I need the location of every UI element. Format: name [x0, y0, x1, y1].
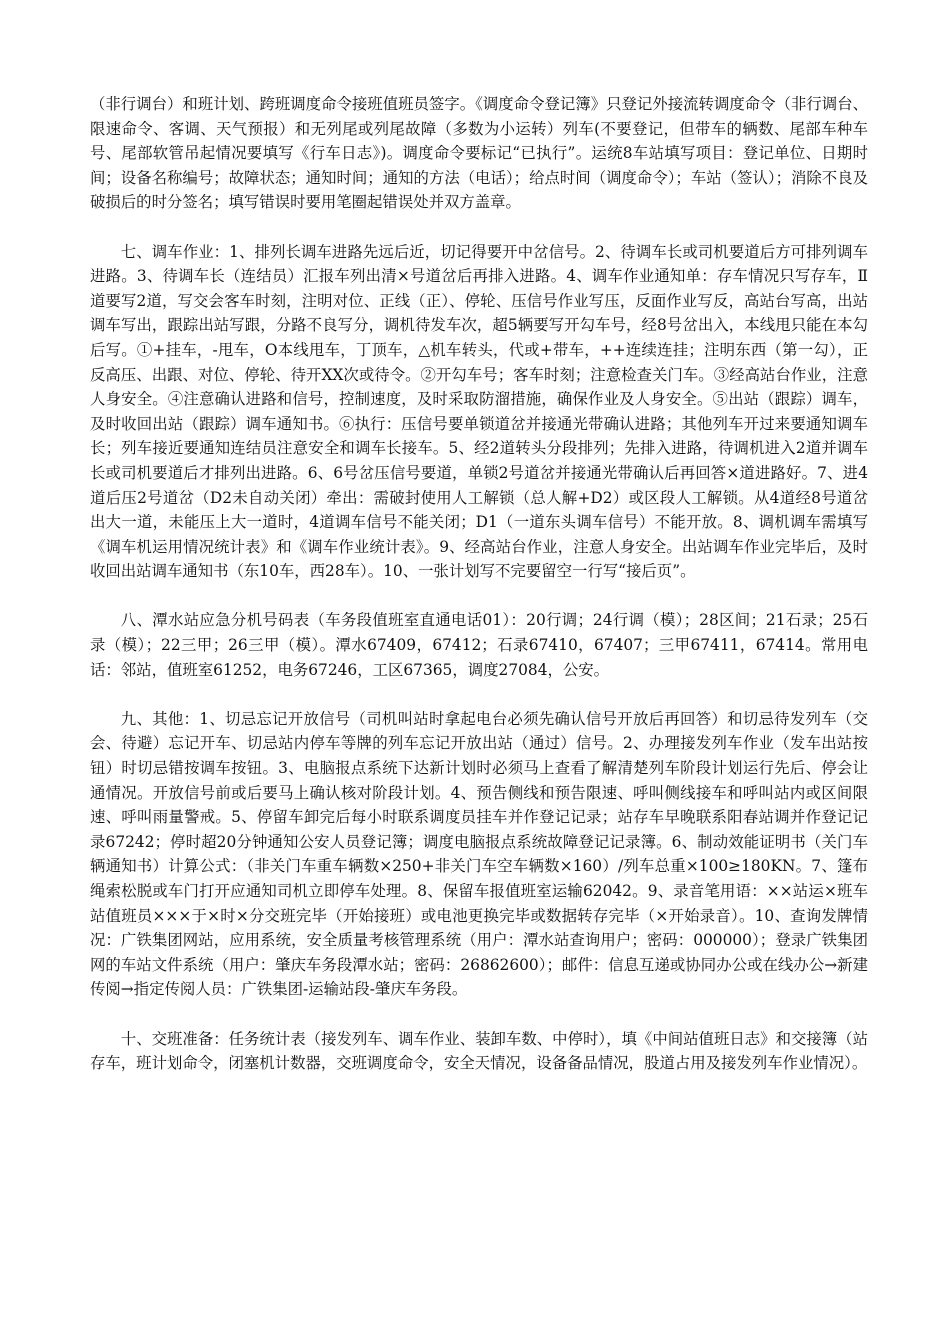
- paragraph-emergency-phone-numbers: 八、潭水站应急分机号码表（车务段值班室直通电话01）：20行调；24行调（模）；28区间；21石录；25石录（模）；22三甲；26三甲（模）。潭水67409，67412；石录67410，67407；三甲67411，67414。常用电话：邻站，值班室61252，电务67246，工区67365，调度27084，公安。: [90, 611, 868, 679]
- paragraph-handover-preparation: 十、交班准备：任务统计表（接发列车、调车作业、装卸车数、中停时），填《中间站值班日志》和交接簿（站存车，班计划命令，闭塞机计数器，交班调度命令，安全天情况，设备备品情况，股道占用及接发列车作业情况）。: [90, 1029, 868, 1073]
- paragraph-shunting-operations: 七、调车作业：1、排列长调车进路先远后近，切记得要开中岔信号。2、待调车长或司机要道后方可排列调车进路。3、待调车长（连结员）汇报车列出清×号道岔后再排入进路。4、调车作业通知单：存车情况只写存车，Ⅱ道要写2道，写交会客车时刻，注明对位、正线（正）、停轮、压信号作业写压，反面作业写反，高站台写高，出站调车写出，跟踪出站写跟，分路不良写分，调机待发车次，超5辆要写开勾车号，经8号岔出入，本线甩只能在本勾后写。①+挂车，-甩车，O本线甩车，丁顶车，△机车转头，代或+带车，++连续连挂；注明东西（第一勾），正反高压、出跟、对位、停轮、待开XX次或待令。②开勾车号；客车时刻；注意检查关门车。③经高站台作业，注意人身安全。④注意确认进路和信号，控制速度，及时采取防溜措施，确保作业及人身安全。⑤出站（跟踪）调车，及时收回出站（跟踪）调车通知书。⑥执行：压信号要单锁道岔并接通光带确认进路；其他列车开过来要通知调车长；列车接近要通知连结员注意安全和调车长接车。5、经2道转头分段排列；先排入进路，待调机进入2道并调车长或司机要道后才排列出进路。6、6号岔压信号要道，单锁2号道岔并接通光带确认后再回答×道进路好。7、进4道后压2号道岔（D2未自动关闭）牵出：需破封使用人工解锁（总人解+D2）或区段人工解锁。从4道经8号道岔出大一道，未能压上大一道时，4道调车信号不能关闭；D1（一道东头调车信号）不能开放。8、调机调车需填写《调车机运用情况统计表》和《调车作业统计表》。9、经高站台作业，注意人身安全。出站调车作业完毕后，及时收回出站调车通知书（东10车，西28车）。10、一张计划写不完要留空一行写“接后页”。: [90, 242, 868, 581]
- paragraph-other-notes: 九、其他：1、切忌忘记开放信号（司机叫站时拿起电台必须先确认信号开放后再回答）和切忌待发列车（交会、待避）忘记开车、切忌站内停车等牌的列车忘记开放出站（通过）信号。2、办理接发列车作业（发车出站按钮）时切忌错按调车按钮。3、电脑报点系统下达新计划时必须马上查看了解清楚列车阶段计划运行先后、停会让通情况。开放信号前或后要马上确认核对阶段计划。4、预告侧线和预告限速、呼叫侧线接车和呼叫站内或区间限速、呼叫雨量警戒。5、停留车卸完后每小时联系调度员挂车并作登记记录；站存车早晚联系阳春站调并作登记记录67242；停时超20分钟通知公安人员登记簿；调度电脑报点系统故障登记记录簿。6、制动效能证明书（关门车辆通知书）计算公式：（非关门车重车辆数×250+非关门车空车辆数×160）/列车总重×100≥180KN。7、篷布绳索松脱或车门打开应通知司机立即停车处理。8、保留车报值班室运输62042。9、录音笔用语：××站运×班车站值班员×××于×时×分交班完毕（开始接班）或电池更换完毕或数据转存完毕（×开始录音）。10、查询发牌情况：广铁集团网站，应用系统，安全质量考核管理系统（用户：潭水站查询用户；密码：000000）；登录广铁集团网的车站文件系统（用户：肇庆车务段潭水站；密码：26862600）；邮件：信息互递或协同办公或在线办公→新建传阅→指定传阅人员：广铁集团-运输站段-肇庆车务段。: [90, 709, 868, 999]
- paragraph-continuation: （非行调台）和班计划、跨班调度命令接班值班员签字。《调度命令登记簿》只登记外接流转调度命令（非行调台、限速命令、客调、天气预报）和无列尾或列尾故障（多数为小运转）列车(不要登记，但带车的辆数、尾部车种车号、尾部软管吊起情况要填写《行车日志》)。调度命令要标记“已执行”。运统8车站填写项目：登记单位、日期时间；设备名称编号；故障状态；通知时间；通知的方法（电话）；给点时间（调度命令）；车站（签认）；消除不良及破损后的时分签名；填写错误时要用笔圈起错误处并双方盖章。: [90, 95, 868, 212]
- document-body: [90, 92, 868, 1100]
